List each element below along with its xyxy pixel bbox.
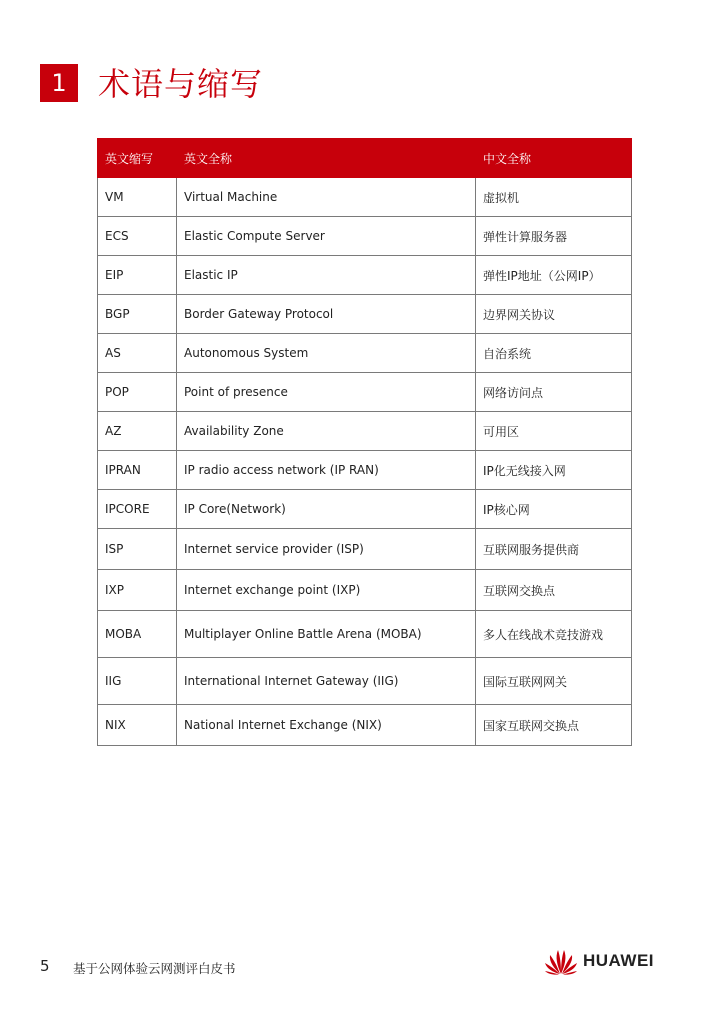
cell-chinese: 国家互联网交换点 [476, 705, 632, 746]
cell-chinese: 虚拟机 [476, 178, 632, 217]
cell-english: Internet service provider (ISP) [177, 529, 476, 570]
terms-table [97, 138, 632, 746]
cell-chinese: 多人在线战术竞技游戏 [476, 611, 632, 658]
cell-english: Internet exchange point (IXP) [177, 570, 476, 611]
table-row [98, 295, 632, 334]
huawei-petal-logo-icon [544, 947, 578, 975]
table-row [98, 373, 632, 412]
cell-chinese: 国际互联网网关 [476, 658, 632, 705]
cell-chinese: 网络访问点 [476, 373, 632, 412]
cell-abbr: IIG [98, 658, 177, 705]
header-chinese: 中文全称 [476, 139, 632, 178]
cell-abbr: BGP [98, 295, 177, 334]
table-row [98, 217, 632, 256]
chapter-title: 术语与缩写 [98, 65, 264, 103]
header-abbr: 英文缩写 [98, 139, 177, 178]
cell-abbr: EIP [98, 256, 177, 295]
table-row [98, 490, 632, 529]
table-row [98, 412, 632, 451]
brand-name: HUAWEI [583, 951, 654, 970]
cell-abbr: IPRAN [98, 451, 177, 490]
cell-english: IP Core(Network) [177, 490, 476, 529]
table-row [98, 451, 632, 490]
cell-abbr: POP [98, 373, 177, 412]
cell-abbr: AS [98, 334, 177, 373]
header-english: 英文全称 [177, 139, 476, 178]
cell-english: Multiplayer Online Battle Arena (MOBA) [177, 611, 476, 658]
cell-english: Availability Zone [177, 412, 476, 451]
table-row [98, 178, 632, 217]
cell-abbr: VM [98, 178, 177, 217]
page-number: 5 [40, 957, 50, 975]
cell-english: Elastic Compute Server [177, 217, 476, 256]
table-row [98, 570, 632, 611]
cell-abbr: IPCORE [98, 490, 177, 529]
huawei-logo [544, 947, 654, 975]
cell-english: Border Gateway Protocol [177, 295, 476, 334]
cell-english: Autonomous System [177, 334, 476, 373]
chapter-number: 1 [40, 64, 78, 102]
table-row [98, 611, 632, 658]
cell-chinese: 自治系统 [476, 334, 632, 373]
cell-chinese: 弹性IP地址（公网IP） [476, 256, 632, 295]
cell-chinese: IP核心网 [476, 490, 632, 529]
table-row [98, 256, 632, 295]
cell-chinese: 互联网交换点 [476, 570, 632, 611]
cell-chinese: IP化无线接入网 [476, 451, 632, 490]
document-title: 基于公网体验云网测评白皮书 [73, 961, 236, 976]
cell-chinese: 边界网关协议 [476, 295, 632, 334]
cell-chinese: 互联网服务提供商 [476, 529, 632, 570]
cell-english: Virtual Machine [177, 178, 476, 217]
cell-abbr: MOBA [98, 611, 177, 658]
cell-abbr: IXP [98, 570, 177, 611]
cell-chinese: 弹性计算服务器 [476, 217, 632, 256]
cell-english: International Internet Gateway (IIG) [177, 658, 476, 705]
cell-abbr: ECS [98, 217, 177, 256]
table-row [98, 705, 632, 746]
cell-chinese: 可用区 [476, 412, 632, 451]
table-header-row [98, 139, 632, 178]
cell-abbr: AZ [98, 412, 177, 451]
cell-english: IP radio access network (IP RAN) [177, 451, 476, 490]
cell-english: National Internet Exchange (NIX) [177, 705, 476, 746]
cell-english: Elastic IP [177, 256, 476, 295]
cell-abbr: ISP [98, 529, 177, 570]
table-row [98, 529, 632, 570]
cell-abbr: NIX [98, 705, 177, 746]
cell-english: Point of presence [177, 373, 476, 412]
table-row [98, 334, 632, 373]
table-row [98, 658, 632, 705]
